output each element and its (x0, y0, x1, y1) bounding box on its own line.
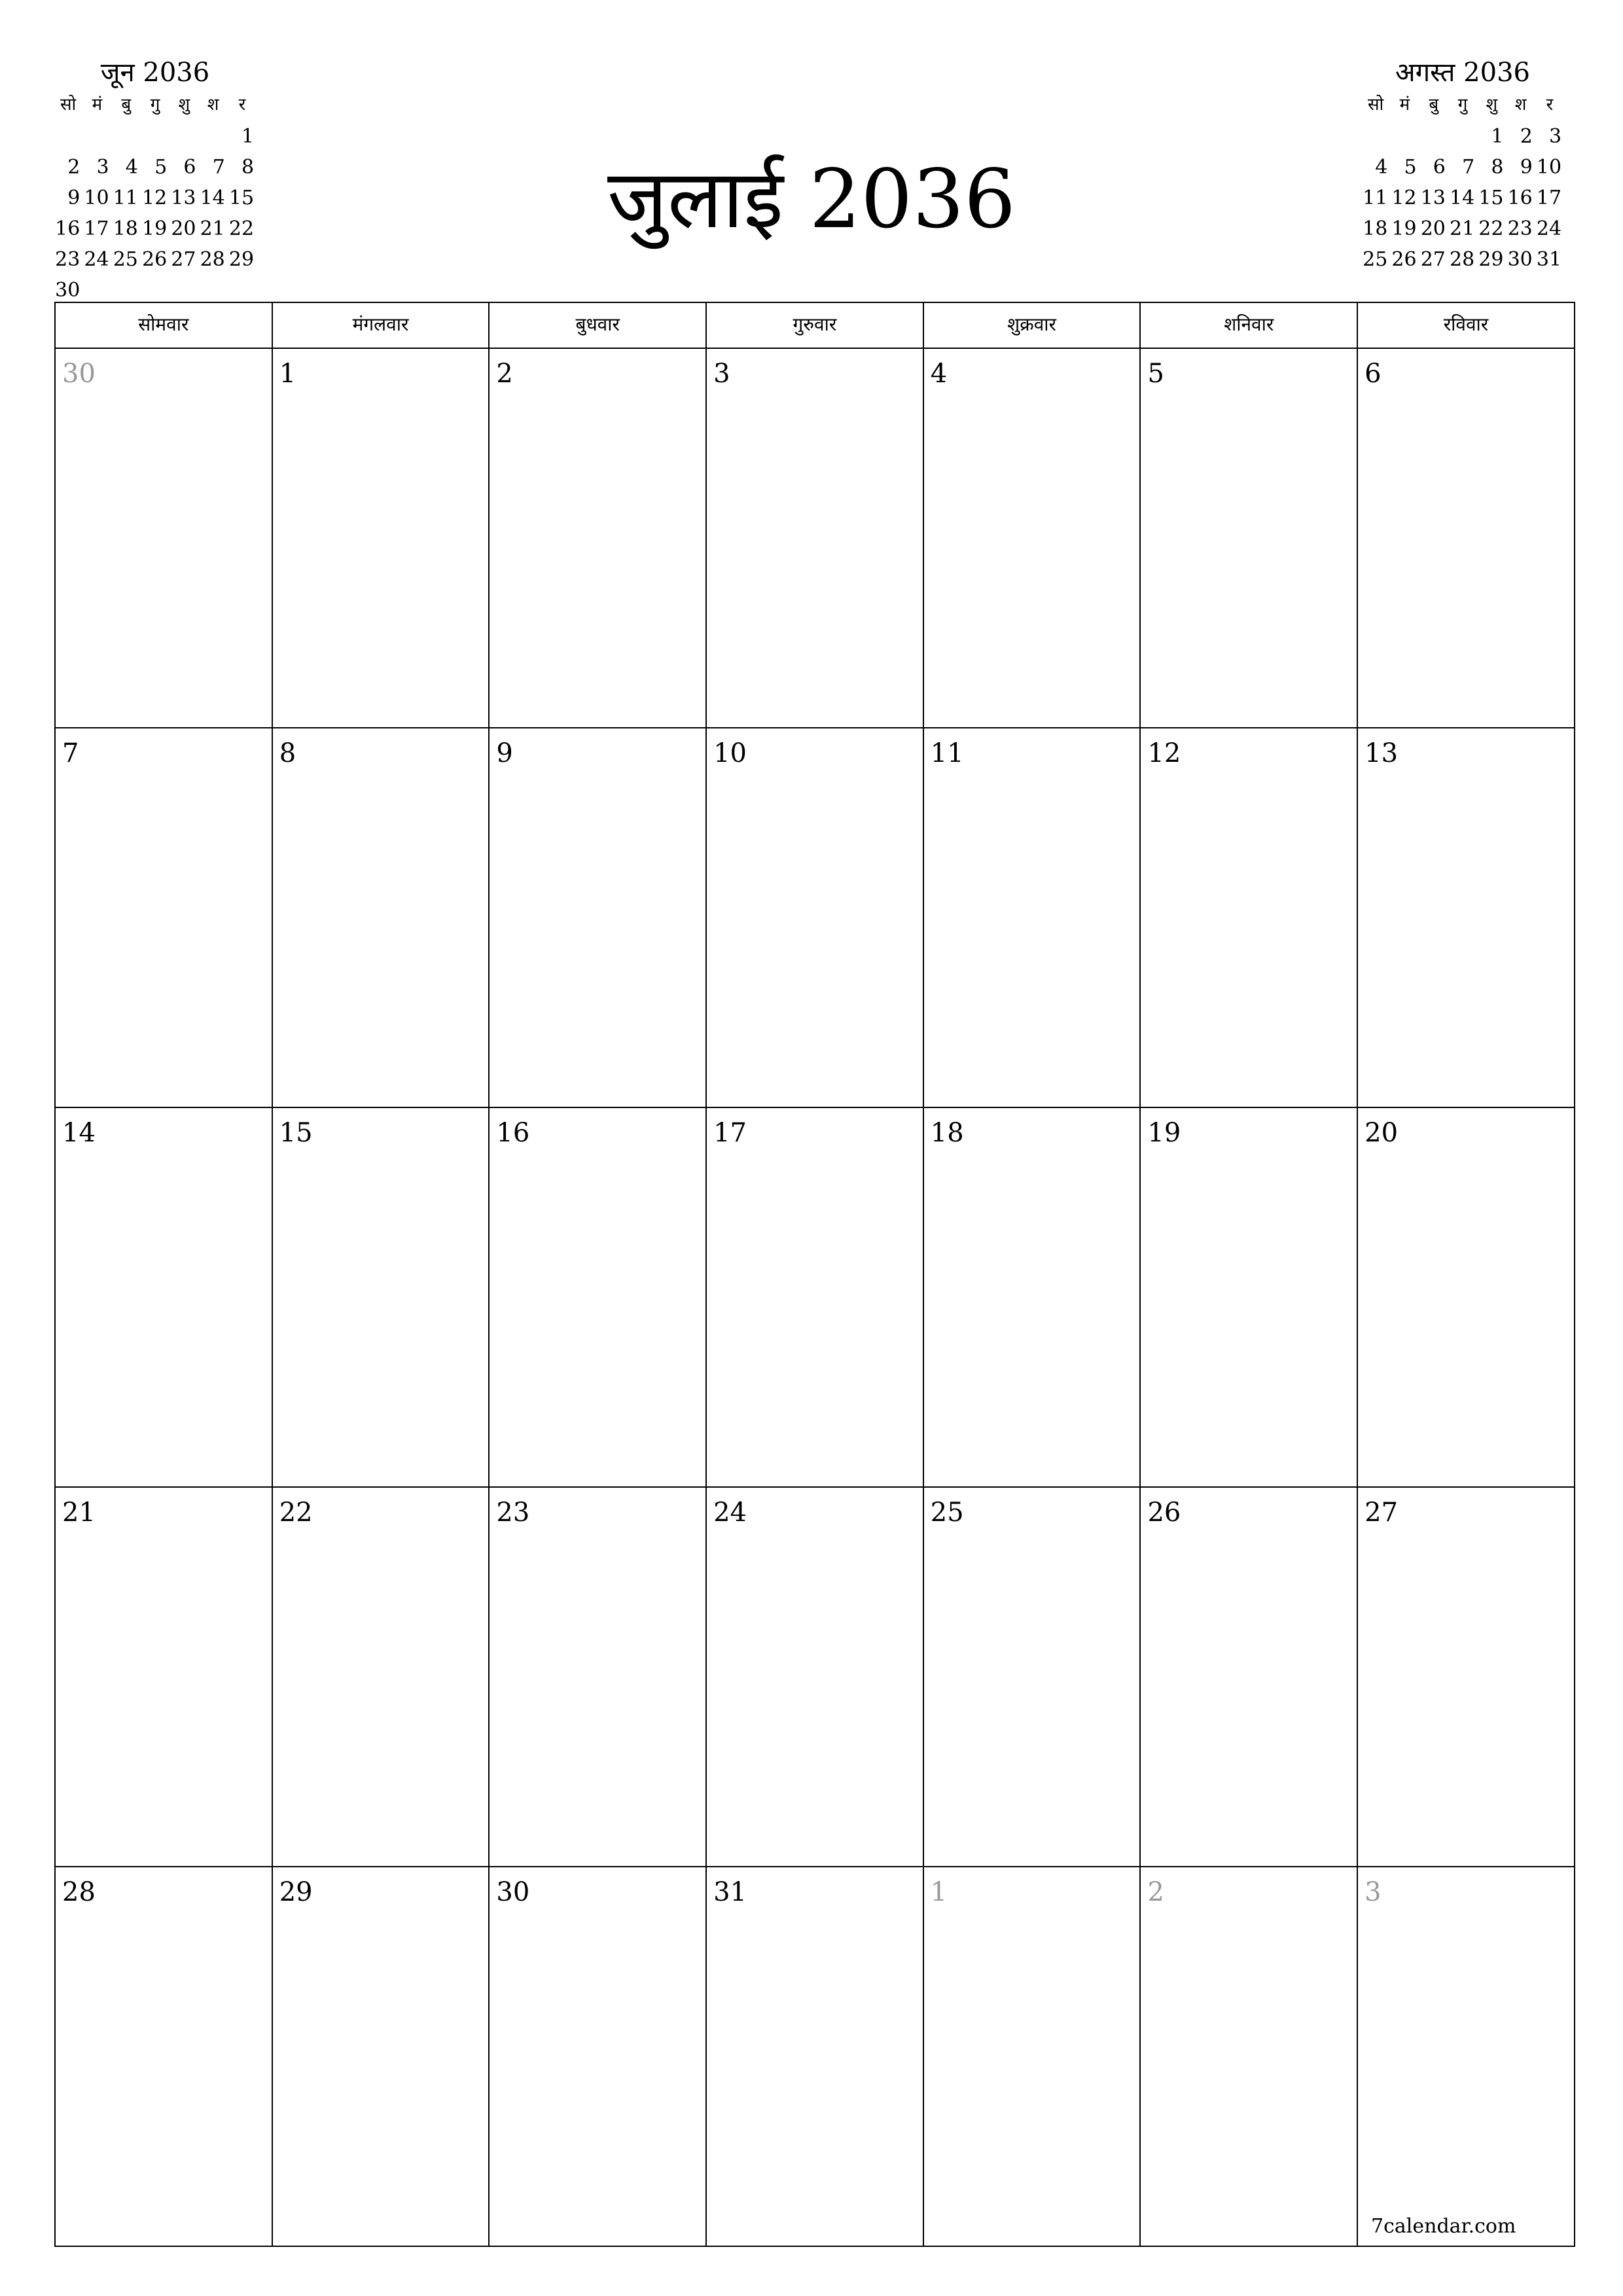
day-number: 20 (1364, 1118, 1399, 1148)
day-cell[interactable] (56, 1488, 273, 1867)
day-cell[interactable] (707, 728, 924, 1108)
mini-day (1390, 121, 1419, 152)
mini-weekday: बु (1429, 95, 1439, 115)
mini-day: 6 (183, 156, 196, 179)
mini-day (82, 121, 111, 152)
mini-weekday: शु (1486, 95, 1498, 115)
mini-day: 30 (55, 279, 80, 302)
day-cell[interactable] (924, 1867, 1141, 2247)
day-cell[interactable] (490, 728, 707, 1108)
prev-month-title: जून 2036 (100, 58, 210, 88)
day-number: 12 (1147, 738, 1181, 768)
day-number: 21 (62, 1498, 96, 1528)
mini-day: 4 (125, 156, 138, 179)
day-cell[interactable] (56, 728, 273, 1108)
day-number: 14 (62, 1118, 96, 1148)
mini-weekday: गु (150, 95, 160, 115)
day-cell[interactable] (56, 349, 273, 728)
day-number: 11 (930, 738, 964, 768)
day-cell[interactable] (707, 1108, 924, 1488)
day-cell[interactable] (707, 1488, 924, 1867)
mini-weekday: र (1546, 95, 1554, 115)
mini-day: 12 (1391, 187, 1417, 209)
mini-weekday: सो (1367, 95, 1384, 115)
day-number: 2 (496, 359, 513, 389)
mini-day: 25 (1363, 248, 1388, 271)
month-calendar (54, 302, 1575, 2247)
mini-weekday: र (238, 95, 246, 115)
mini-day: 14 (1450, 187, 1475, 209)
mini-day (169, 275, 198, 306)
day-number: 16 (496, 1118, 530, 1148)
day-cell[interactable] (1358, 728, 1575, 1108)
day-number: 23 (496, 1498, 530, 1528)
footer-link[interactable]: 7calendar.com (1371, 2215, 1516, 2238)
mini-day: 18 (113, 217, 138, 240)
mini-day: 21 (200, 217, 225, 240)
day-cell[interactable] (1141, 728, 1358, 1108)
day-cell[interactable] (56, 1108, 273, 1488)
day-cell[interactable] (56, 1867, 273, 2247)
day-cell[interactable] (273, 1108, 490, 1488)
day-cell[interactable] (1141, 349, 1358, 728)
mini-day (112, 275, 141, 306)
weekday-header: सोमवार (56, 303, 273, 349)
day-cell[interactable] (924, 1488, 1141, 1867)
mini-day (82, 275, 111, 306)
mini-day: 22 (1478, 217, 1504, 240)
mini-day: 25 (113, 248, 138, 271)
mini-day: 22 (228, 217, 255, 240)
mini-day: 19 (1391, 217, 1417, 240)
mini-day: 18 (1363, 217, 1388, 240)
mini-weekday: श (207, 95, 219, 115)
day-number: 22 (279, 1498, 313, 1528)
mini-day: 23 (1507, 217, 1533, 240)
day-number: 5 (1147, 359, 1164, 389)
mini-day: 17 (84, 217, 109, 240)
mini-day (1361, 121, 1390, 152)
day-cell[interactable] (707, 349, 924, 728)
mini-day (112, 121, 141, 152)
day-cell[interactable] (273, 1488, 490, 1867)
mini-day: 8 (241, 156, 255, 179)
mini-day: 27 (171, 248, 196, 271)
mini-day: 27 (1420, 248, 1446, 271)
mini-day: 29 (228, 248, 255, 271)
day-number: 13 (1364, 738, 1399, 768)
day-number: 6 (1364, 359, 1382, 389)
mini-day: 28 (1450, 248, 1475, 271)
day-cell[interactable] (490, 1488, 707, 1867)
page-title: जुलाई 2036 (607, 152, 1016, 247)
mini-weekday: बु (121, 95, 132, 115)
day-cell[interactable] (1141, 1488, 1358, 1867)
mini-day: 11 (1363, 187, 1388, 209)
mini-weekday: गु (1457, 95, 1468, 115)
mini-day: 8 (1491, 156, 1504, 179)
day-number: 3 (713, 359, 730, 389)
mini-day: 24 (1536, 217, 1562, 240)
mini-day: 15 (228, 187, 255, 209)
mini-day: 3 (1548, 125, 1562, 148)
day-number: 2 (1147, 1877, 1164, 1907)
day-cell[interactable] (1358, 1488, 1575, 1867)
mini-day: 29 (1478, 248, 1504, 271)
next-month-calendar (1361, 55, 1564, 275)
next-month-grid (1361, 90, 1564, 275)
mini-day: 7 (212, 156, 225, 179)
day-cell[interactable] (1141, 1108, 1358, 1488)
mini-day: 11 (113, 187, 138, 209)
mini-day: 14 (200, 187, 225, 209)
mini-day: 20 (1420, 217, 1446, 240)
day-number: 1 (930, 1877, 948, 1907)
mini-day (228, 275, 257, 306)
day-cell[interactable] (924, 349, 1141, 728)
mini-day: 5 (1404, 156, 1417, 179)
day-cell[interactable] (273, 728, 490, 1108)
mini-day (141, 275, 169, 306)
day-number: 18 (930, 1118, 964, 1148)
mini-day (141, 121, 169, 152)
weekday-header: गुरुवार (707, 303, 924, 349)
day-cell[interactable] (273, 1867, 490, 2247)
next-month-title: अगस्त 2036 (1395, 58, 1530, 88)
mini-day: 1 (241, 125, 255, 148)
day-number: 9 (496, 738, 513, 768)
mini-weekday: शु (178, 95, 190, 115)
day-number: 4 (930, 359, 948, 389)
mini-day: 9 (67, 187, 80, 209)
day-number: 29 (279, 1877, 313, 1907)
day-number: 17 (713, 1118, 747, 1148)
mini-day: 24 (84, 248, 109, 271)
mini-day: 2 (1520, 125, 1533, 148)
mini-day: 21 (1450, 217, 1475, 240)
day-number: 30 (62, 359, 96, 389)
mini-weekday: सो (60, 95, 77, 115)
mini-day: 6 (1433, 156, 1446, 179)
day-cell[interactable] (1141, 1867, 1358, 2247)
mini-day (169, 121, 198, 152)
day-number: 8 (279, 738, 296, 768)
mini-day (198, 121, 227, 152)
mini-day: 7 (1462, 156, 1475, 179)
mini-day: 1 (1491, 125, 1504, 148)
mini-day: 30 (1507, 248, 1533, 271)
mini-weekday: श (1514, 95, 1527, 115)
day-number: 15 (279, 1118, 313, 1148)
day-number: 30 (496, 1877, 530, 1907)
mini-day: 9 (1520, 156, 1533, 179)
day-cell[interactable] (924, 728, 1141, 1108)
day-cell[interactable] (273, 349, 490, 728)
day-number: 24 (713, 1498, 747, 1528)
mini-day: 23 (55, 248, 80, 271)
mini-day: 10 (84, 187, 109, 209)
mini-day: 5 (154, 156, 168, 179)
day-number: 31 (713, 1877, 747, 1907)
day-number: 28 (62, 1877, 96, 1907)
mini-day: 20 (171, 217, 196, 240)
mini-day (1448, 121, 1477, 152)
day-number: 1 (279, 359, 296, 389)
day-number: 7 (62, 738, 79, 768)
mini-day: 4 (1375, 156, 1388, 179)
day-cell[interactable] (1358, 1867, 1575, 2247)
day-number: 27 (1364, 1498, 1399, 1528)
day-number: 10 (713, 738, 747, 768)
weekday-header-row (56, 303, 1575, 349)
mini-day (54, 121, 82, 152)
day-cell[interactable] (707, 1867, 924, 2247)
mini-day: 15 (1478, 187, 1504, 209)
mini-weekday: मं (1399, 95, 1410, 115)
day-cell[interactable] (490, 1867, 707, 2247)
mini-day: 26 (1391, 248, 1417, 271)
day-number: 3 (1364, 1877, 1382, 1907)
day-cell[interactable] (1358, 349, 1575, 728)
mini-day: 26 (142, 248, 168, 271)
mini-day: 10 (1536, 156, 1562, 179)
mini-day (198, 275, 227, 306)
mini-day (1419, 121, 1448, 152)
day-cell[interactable] (490, 349, 707, 728)
day-number: 25 (930, 1498, 964, 1528)
day-number: 19 (1147, 1118, 1181, 1148)
weekday-header: बुधवार (490, 303, 707, 349)
weekday-header: रविवार (1358, 303, 1575, 349)
mini-day: 17 (1536, 187, 1562, 209)
mini-day: 3 (96, 156, 109, 179)
mini-day: 12 (142, 187, 168, 209)
mini-weekday: मं (92, 95, 103, 115)
mini-day: 16 (55, 217, 80, 240)
day-cell[interactable] (924, 1108, 1141, 1488)
day-cell[interactable] (1358, 1108, 1575, 1488)
day-cell[interactable] (490, 1108, 707, 1488)
mini-day: 13 (1420, 187, 1446, 209)
mini-day: 16 (1507, 187, 1533, 209)
mini-day: 19 (142, 217, 168, 240)
mini-day: 31 (1536, 248, 1562, 271)
mini-day: 2 (67, 156, 80, 179)
weekday-header: शुक्रवार (924, 303, 1141, 349)
weekday-header: शनिवार (1141, 303, 1358, 349)
day-number: 26 (1147, 1498, 1181, 1528)
weekday-header: मंगलवार (273, 303, 490, 349)
calendar-body (56, 349, 1575, 2247)
mini-day: 28 (200, 248, 225, 271)
mini-day: 13 (171, 187, 196, 209)
